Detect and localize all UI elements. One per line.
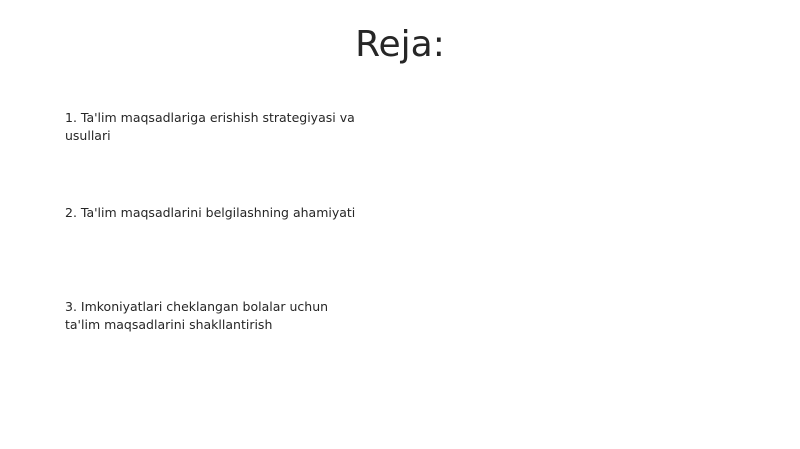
slide-title: Reja: — [355, 24, 445, 65]
plan-item-1: 1. Ta'lim maqsadlariga erishish strategiyasi va usullari — [65, 110, 355, 143]
plan-item-2: 2. Ta'lim maqsadlarini belgilashning ahamiyati — [65, 205, 356, 220]
plan-item-3: 3. Imkoniyatlari cheklangan bolalar uchun ta'lim maqsadlarini shakllantirish — [65, 299, 329, 332]
